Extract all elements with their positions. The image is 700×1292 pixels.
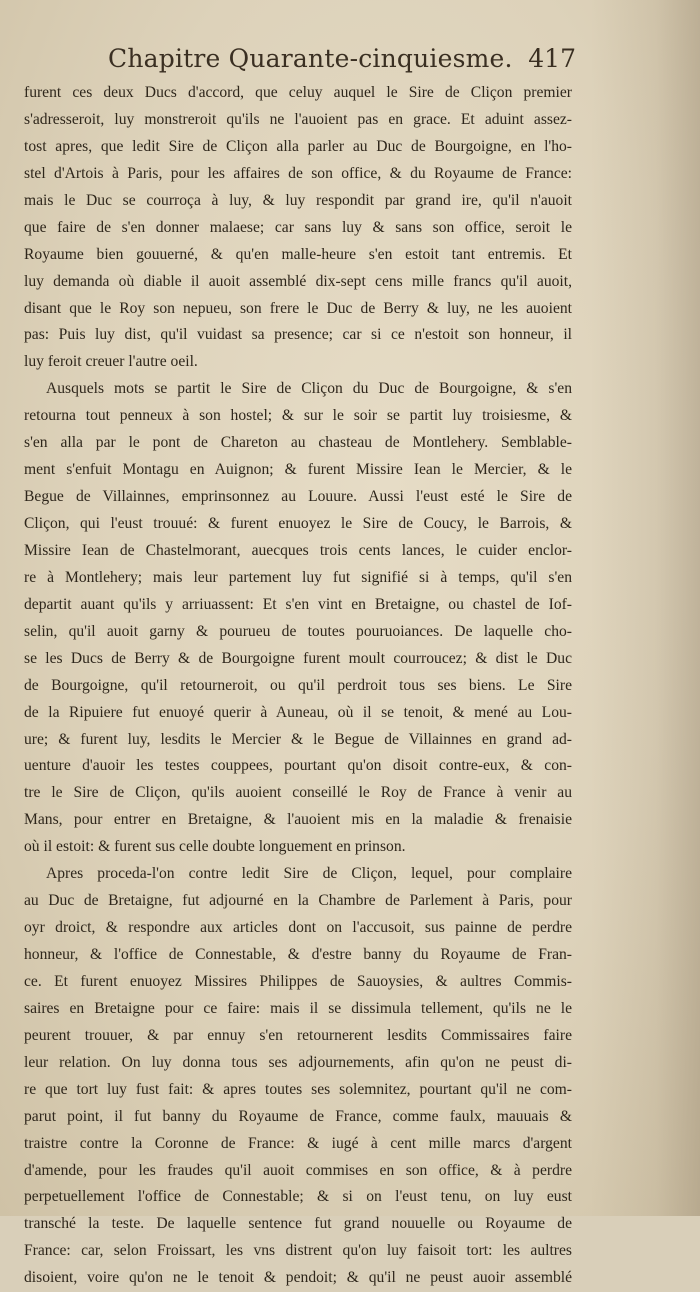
paragraph	[24, 376, 572, 861]
text-line: mais le Duc se courroça à luy, & luy respondit par grand ire, qu'il n'auoit	[24, 191, 572, 209]
text-line: traistre contre la Coronne de France: & iugé à cent mille marcs d'argent	[24, 1134, 572, 1152]
text-line: perpetuellement l'office de Connestable; & si on l'eust tenu, on luy eust	[24, 1188, 572, 1206]
text-line: re à Montlehery; mais leur partement luy fut signifié si à temps, qu'il s'en	[24, 568, 572, 586]
text-line: de la Ripuiere fut enuoyé querir à Auneau, où il se tenoit, & mené au Lou-	[24, 703, 572, 721]
text-line: honneur, & l'office de Connestable, & d'estre banny du Royaume de Fran-	[24, 946, 572, 963]
text-line: se les Ducs de Berry & de Bourgoigne furent moult courroucez; & dist le Duc	[24, 649, 572, 667]
text-line: uenture d'auoir les testes couppees, pourtant qu'on disoit contre-eux, & con-	[24, 757, 572, 775]
paragraph	[24, 80, 572, 376]
text-line: transché la teste. De laquelle sentence fut grand nouuelle ou Royaume de	[24, 1215, 572, 1233]
text-line: Apres proceda-l'on contre ledit Sire de Cliçon, lequel, pour complaire	[46, 865, 572, 883]
text-line: pas: Puis luy dist, qu'il vuidast sa presence; car si ce n'estoit son honneur, il	[24, 326, 572, 344]
text-line: departit auant qu'ils y arriuassent: Et s'en vint en Bretaigne, ou chastel de Iof-	[24, 595, 572, 613]
text-line: leur relation. On luy donna tous ses adjournements, afin qu'on ne peust di-	[24, 1053, 572, 1071]
text-line: tost apres, que ledit Sire de Cliçon alla parler au Duc de Bourgoigne, en l'ho-	[24, 137, 572, 155]
text-line: tre le Sire de Cliçon, qu'ils auoient conseillé le Roy de France à venir au	[24, 784, 572, 802]
text-line: peurent trouuer, & par ennuy s'en retournerent lesdits Commissaires faire	[24, 1026, 572, 1044]
text-line: disoient, voire qu'on ne le tenoit & pendoit; & qu'il ne peust auoir assemblé	[24, 1269, 572, 1287]
text-line: Royaume bien gouuerné, & qu'en malle-heure s'en estoit tant entremis. Et	[24, 245, 572, 263]
text-line: saires en Bretaigne pour ce faire: mais il se dissimula tellement, qu'ils ne le	[24, 999, 572, 1017]
text-line: re que tort luy fust fait: & apres toutes ses solemnitez, pourtant qu'il ne com-	[24, 1080, 572, 1098]
text-line: Mans, pour entrer en Bretaigne, & l'auoient mis en la maladie & frenaisie	[24, 811, 572, 829]
text-line: où il estoit: & furent sus celle doubte longuement en prinson.	[24, 838, 406, 856]
text-line: disant que le Roy son nepueu, son frere le Duc de Berry & luy, ne les auoient	[24, 299, 572, 317]
text-line: s'adresseroit, luy monstreroit qu'ils ne l'auoient pas en grace. Et aduint assez-	[24, 110, 572, 128]
text-line: luy demanda où diable il auoit assemblé dix-sept cens mille francs qu'il auoit,	[24, 272, 572, 290]
running-title: Chapitre Quarante-cinquiesme.	[108, 44, 513, 73]
text-line: retourna tout penneux à son hostel; & sur le soir se partit luy troisiesme, &	[24, 407, 572, 425]
text-line: Ausquels mots se partit le Sire de Cliçon du Duc de Bourgoigne, & s'en	[46, 380, 572, 398]
paragraph	[24, 861, 572, 1292]
text-line: Begue de Villainnes, emprinsonnez au Louure. Aussi l'eust esté le Sire de	[24, 488, 572, 506]
text-line: furent ces deux Ducs d'accord, que celuy auquel le Sire de Cliçon premier	[24, 84, 572, 101]
page-number: 417	[528, 44, 576, 73]
text-line: oyr droict, & respondre aux articles dont on l'accusoit, sus painne de perdre	[24, 919, 572, 937]
text-line: Cliçon, qui l'eust trouué: & furent enuoyez le Sire de Coucy, le Barrois, &	[24, 515, 572, 532]
text-line: luy feroit creuer l'autre oeil.	[24, 353, 198, 371]
text-line: d'amende, pour les fraudes qu'il auoit commises en son office, & à perdre	[24, 1161, 572, 1179]
text-line: France: car, selon Froissart, les vns distrent qu'on luy faisoit tort: les aultres	[24, 1242, 572, 1260]
text-line: ment s'enfuit Montagu en Auignon; & furent Missire Iean le Mercier, & le	[24, 461, 572, 479]
text-line: s'en alla par le pont de Chareton au chasteau de Montlehery. Semblable-	[24, 434, 572, 452]
text-line: parut point, il fut banny du Royaume de France, comme faulx, mauuais &	[24, 1107, 572, 1125]
page-edge-shadow	[590, 0, 700, 1216]
body-text	[24, 80, 572, 1292]
text-line: ure; & furent luy, lesdits le Mercier & le Begue de Villainnes en grand ad-	[24, 730, 572, 748]
text-line: stel d'Artois à Paris, pour les affaires de son office, & du Royaume de France:	[24, 164, 572, 182]
text-line: de Bourgoigne, qu'il retourneroit, ou qu'il perdroit tous ses biens. Le Sire	[24, 676, 572, 694]
page-header	[108, 44, 576, 84]
text-line: Missire Iean de Chastelmorant, auecques trois cents lances, le cuider enclor-	[24, 541, 572, 559]
text-line: selin, qu'il auoit garny & pourueu de toutes pouruoiances. De laquelle cho-	[24, 622, 572, 640]
text-line: au Duc de Bretaigne, fut adjourné en la Chambre de Parlement à Paris, pour	[24, 892, 572, 910]
text-line: ce. Et furent enuoyez Missires Philippes de Sauoysies, & aultres Commis-	[24, 972, 572, 990]
text-line: que faire de s'en donner malaese; car sans luy & sans son office, seroit le	[24, 218, 572, 236]
